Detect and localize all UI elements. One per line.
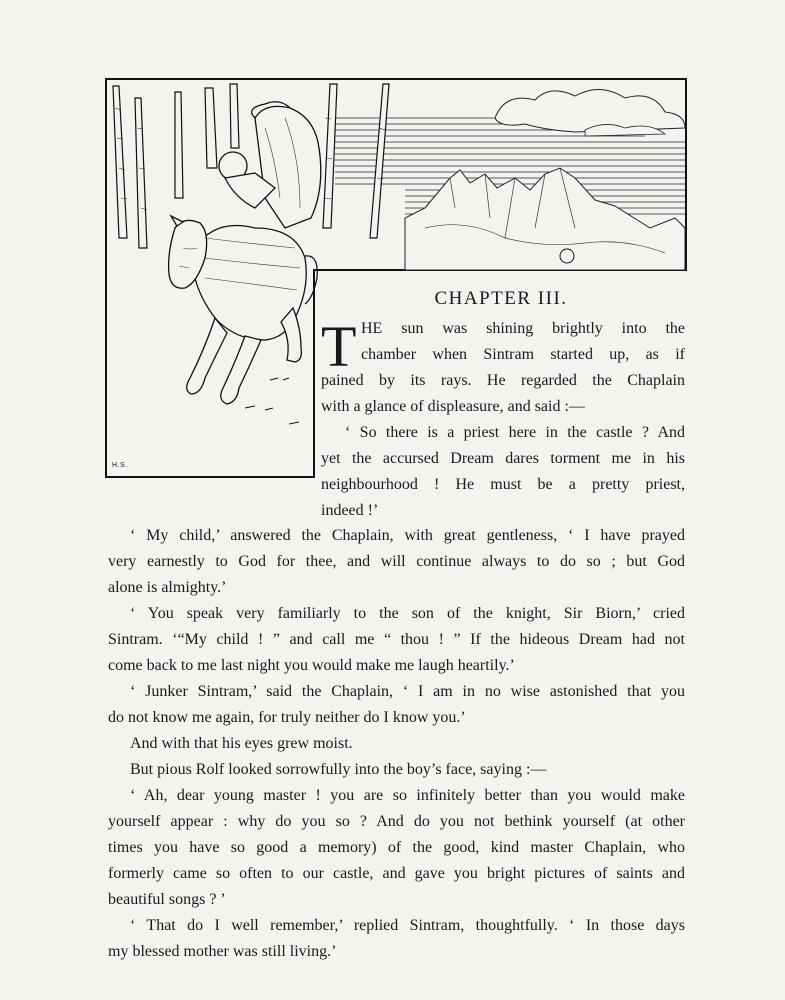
text-line: come back to me last night you would make me laugh heartily.’ bbox=[108, 657, 515, 674]
text-line: my blessed mother was still living.’ bbox=[108, 943, 337, 960]
text-line: very earnestly to God for thee, and will continue always to do so ; but God bbox=[108, 553, 685, 570]
text-line: ‘ Ah, dear young master ! you are so infinitely better than you would make bbox=[130, 787, 685, 804]
chapter-illustration bbox=[105, 78, 687, 478]
text-line: indeed !’ bbox=[321, 502, 379, 519]
text-line: yet the accursed Dream dares torment me in his bbox=[321, 450, 685, 467]
text-line: beautiful songs ? ’ bbox=[108, 891, 226, 908]
horseman-forest-illustration bbox=[105, 78, 687, 478]
text-line: HE sun was shining brightly into the bbox=[361, 320, 685, 337]
text-line: ‘ Junker Sintram,’ said the Chaplain, ‘ I am in no wise astonished that you bbox=[130, 683, 685, 700]
text-line: chamber when Sintram started up, as if bbox=[361, 346, 685, 363]
text-line: yourself appear : why do you so ? And do you not bethink yourself (at other bbox=[108, 813, 685, 830]
text-line: do not know me again, for truly neither do I know you.’ bbox=[108, 709, 466, 726]
text-line: times you have so good a memory) of the good, kind master Chaplain, who bbox=[108, 839, 685, 856]
illustrator-initials: H.S. bbox=[112, 462, 128, 469]
text-line: alone is almighty.’ bbox=[108, 579, 227, 596]
text-line: ‘ So there is a priest here in the castle ? And bbox=[345, 424, 685, 441]
text-line: neighbourhood ! He must be a pretty priest, bbox=[321, 476, 685, 493]
text-line: ‘ My child,’ answered the Chaplain, with great gentleness, ‘ I have prayed bbox=[130, 527, 685, 544]
text-line: with a glance of displeasure, and said :— bbox=[321, 398, 585, 415]
text-line: ‘ That do I well remember,’ replied Sintram, thoughtfully. ‘ In those days bbox=[130, 917, 685, 934]
drop-cap: T bbox=[321, 314, 357, 379]
text-line: pained by its rays. He regarded the Chaplain bbox=[321, 372, 685, 389]
text-line: ‘ You speak very familiarly to the son of the knight, Sir Biorn,’ cried bbox=[130, 605, 685, 622]
text-line: formerly came so often to our castle, and gave you bright pictures of saints and bbox=[108, 865, 685, 882]
text-line: And with that his eyes grew moist. bbox=[130, 735, 353, 752]
text-line: Sintram. ‘“My child ! ” and call me “ thou ! ” If the hideous Dream had not bbox=[108, 631, 685, 648]
text-line: But pious Rolf looked sorrowfully into the boy’s face, saying :— bbox=[130, 761, 547, 778]
chapter-title: CHAPTER III. bbox=[434, 288, 568, 309]
